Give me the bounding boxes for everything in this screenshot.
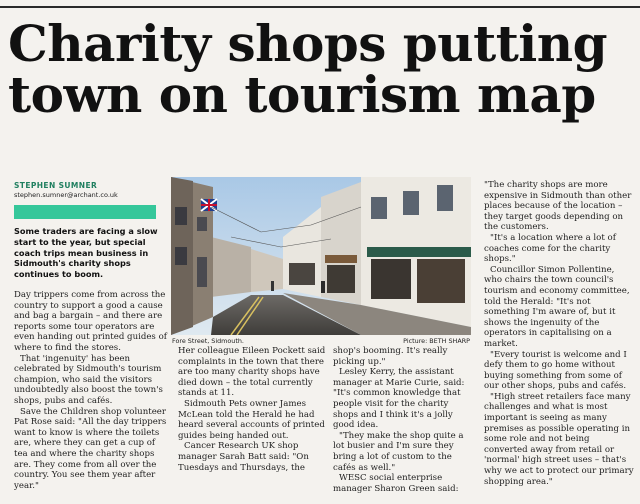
paragraph: Day trippers come from across the country to support a good a cause and bag a bargain – and there are reports some tour operators are even handing out printed guides of where to find the stores. bbox=[14, 290, 167, 353]
paragraph: Save the Children shop volunteer Pat Rose said: "All the day trippers want to know is where the toilets are, where they can get a cup of tea and where the charity shops are. They come from all over the country. You see them year after year." bbox=[14, 406, 167, 491]
headline: Charity shops putting town on tourism map bbox=[8, 14, 608, 124]
paragraph: Councillor Simon Pollentine, who chairs the town council's tourism and economy committee, told the Herald: "It's not something I'm aware of, but it shows the ingenuity of the operators in capitalising on a market. bbox=[484, 264, 630, 349]
paragraph: "They make the shop quite a lot busier and I'm sure they bring a lot of custom to the cafés as well." bbox=[333, 430, 464, 473]
street-photo bbox=[171, 177, 471, 335]
byline-email: stephen.sumner@archant.co.uk bbox=[14, 191, 118, 199]
paragraph: "Every tourist is welcome and I defy them to go home without buying something from some of our other shops, pubs and cafés. bbox=[484, 349, 627, 392]
paragraph: Her colleague Eileen Pockett said complaints in the town that there are too many charity shops have died down – the total currently stands at 11. bbox=[178, 346, 326, 399]
caption-text: Fore Street, Sidmouth. bbox=[172, 337, 244, 345]
column-3 bbox=[333, 346, 473, 494]
byline-name: STEPHEN SUMNER bbox=[14, 181, 98, 190]
standfirst: Some traders are facing a slow start to the year, but special coach trips mean business in Sidmouth's charity shops continues to boom. bbox=[14, 226, 158, 280]
paragraph: Sidmouth Pets owner James McLean told the Herald he had heard several accounts of printed guides being handed out. bbox=[178, 398, 325, 441]
paragraph: "High street retailers face many challenges and what is most important is seeing as many premises as possible operating in some role and not being converted away from retail or 'normal' high street uses – that's why we act to protect our primary shopping area." bbox=[484, 391, 634, 487]
column-2 bbox=[178, 346, 326, 473]
column-1 bbox=[14, 290, 168, 491]
top-rule bbox=[0, 6, 640, 8]
photo-caption bbox=[172, 337, 470, 345]
paragraph: Cancer Research UK shop manager Sarah Batt said: "On Tuesdays and Thursdays, the bbox=[178, 441, 309, 473]
accent-bar bbox=[14, 205, 156, 219]
column-4 bbox=[484, 180, 634, 487]
paragraph: Lesley Kerry, the assistant manager at Marie Curie, said: "It's common knowledge that people visit for the charity shops and I think it's a jolly good idea. bbox=[333, 367, 465, 431]
paragraph: That 'ingenuity' has been celebrated by Sidmouth's tourism champion, who said the visitors undoubtedly also boost the town's shops, pubs and cafés. bbox=[14, 353, 163, 406]
paragraph: WESC social enterprise manager Sharon Green said: bbox=[333, 473, 459, 494]
paragraph: "It's a location where a lot of coaches come for the charity shops." bbox=[484, 232, 616, 265]
photo-credit: Picture: BETH SHARP bbox=[403, 337, 470, 345]
paragraph: shop's booming. It's really picking up." bbox=[333, 346, 448, 367]
paragraph: "The charity shops are more expensive in Sidmouth than other places because of the location – they target goods depending on the customers. bbox=[484, 180, 632, 233]
